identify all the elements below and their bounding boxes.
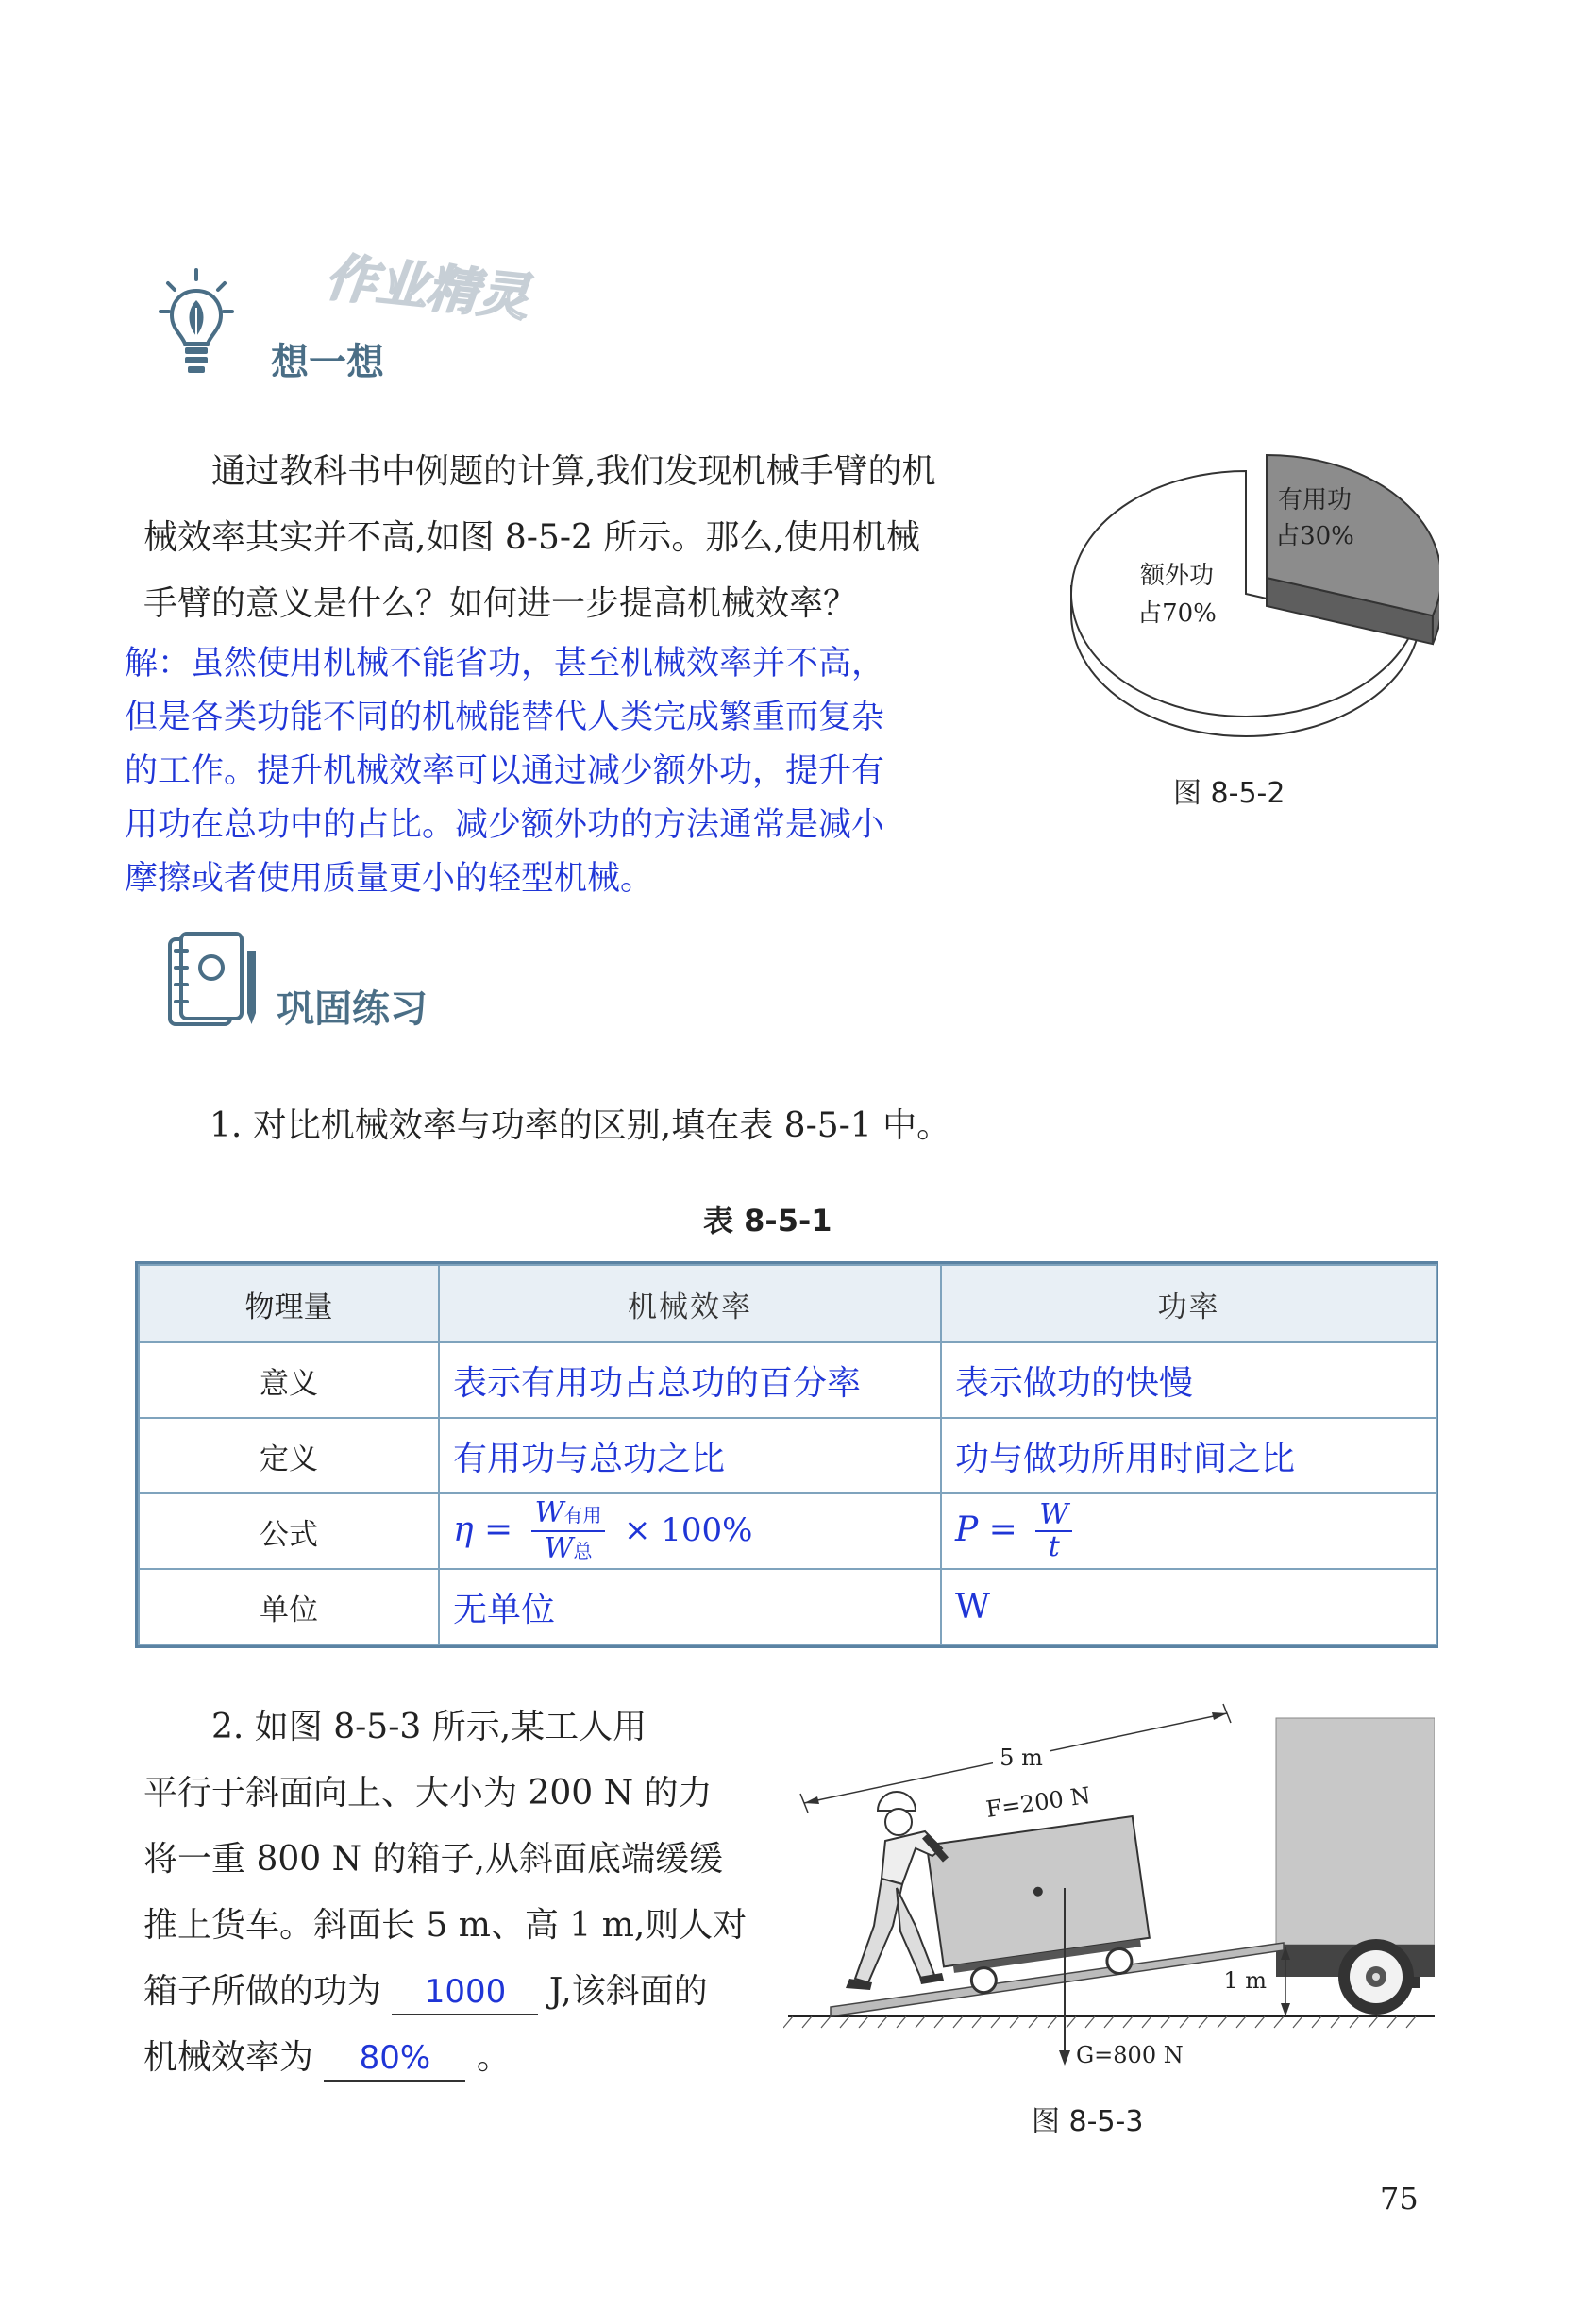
q2-line: 2. 如图 8-5-3 所示,某工人用: [211, 1708, 647, 1746]
q2-line: 将一重 800 N 的箱子,从斜面底端缓缓: [143, 1840, 723, 1879]
page-number: 75: [1380, 2181, 1419, 2217]
question-1: 1. 对比机械效率与功率的区别,填在表 8-5-1 中。: [210, 1106, 951, 1145]
length-label: 5 m: [1000, 1745, 1043, 1771]
header-efficiency: 机械效率: [439, 1265, 941, 1342]
practice-title: 巩固练习: [277, 987, 428, 1031]
think-title: 想一想: [271, 341, 384, 384]
cell-efficiency: 表示有用功占总功的百分率: [439, 1342, 941, 1418]
cell-efficiency: 有用功与总功之比: [439, 1418, 941, 1493]
pie-caption: 图 8-5-2: [1173, 777, 1285, 810]
header-power: 功率: [941, 1265, 1436, 1342]
denominator: t: [1048, 1530, 1060, 1563]
eta-symbol: η =: [453, 1510, 513, 1549]
row-label: 单位: [139, 1569, 439, 1644]
worker-figure: [846, 1792, 946, 1990]
table-caption: 表 8-5-1: [703, 1203, 832, 1239]
p-symbol: P =: [955, 1510, 1017, 1549]
cell-power: 功与做功所用时间之比: [941, 1418, 1436, 1493]
q2-line: 推上货车。斜面长 5 m、高 1 m,则人对: [143, 1906, 748, 1945]
q2-text: J,该斜面的: [548, 1972, 708, 2011]
think-answer: [125, 637, 884, 906]
fraction: [1035, 1500, 1072, 1562]
answer-line: 解：虽然使用机械不能省功，甚至机械效率并不高，: [125, 645, 885, 683]
slice-label-extra-1: 额外功: [1139, 562, 1215, 590]
question-line: 手臂的意义是什么？如何进一步提高机械效率？: [143, 584, 858, 623]
row-label: 公式: [139, 1493, 439, 1569]
height-label: 1 m: [1223, 1967, 1267, 1994]
row-label: 定义: [139, 1418, 439, 1493]
force-label: F=200 N: [983, 1781, 1092, 1823]
comparison-table: [135, 1261, 1438, 1648]
cell-efficiency-formula: [439, 1493, 941, 1569]
numerator: W: [1035, 1500, 1072, 1532]
watermark: 作业精灵: [322, 246, 532, 329]
answer-work: 1000: [392, 1970, 538, 2015]
header-quantity: 物理量: [139, 1265, 439, 1342]
pie-chart: [1062, 444, 1439, 755]
fraction: [531, 1496, 606, 1566]
q2-text: 机械效率为: [143, 2038, 314, 2077]
answer-line: 但是各类功能不同的机械能替代人类完成繁重而复杂: [125, 699, 885, 736]
bulb-icon: [159, 266, 234, 389]
cell-power: 表示做功的快慢: [941, 1342, 1436, 1418]
incline-figure: [783, 1699, 1435, 2067]
answer-line: 摩擦或者使用质量更小的轻型机械。: [125, 860, 654, 898]
q2-text: 。: [476, 2038, 511, 2077]
q2-text: 箱子所做的功为: [143, 1972, 382, 2011]
percent-tail: × 100%: [623, 1511, 753, 1549]
answer-line: 的工作。提升机械效率可以通过减少额外功，提升有: [125, 752, 885, 790]
row-label: 意义: [139, 1342, 439, 1418]
figure-caption: 图 8-5-3: [1032, 2105, 1144, 2138]
question-2: [143, 1695, 747, 2091]
cell-power-formula: [941, 1493, 1436, 1569]
slice-label-useful-1: 有用功: [1277, 486, 1352, 514]
numerator-sub: 有用: [563, 1504, 602, 1526]
question-line: 通过教科书中例题的计算,我们发现机械手臂的机: [211, 452, 936, 491]
cell-power: W: [941, 1569, 1436, 1644]
answer-efficiency: 80%: [324, 2036, 465, 2082]
numerator: W: [534, 1496, 564, 1529]
slice-label-useful-2: 占30%: [1275, 522, 1354, 550]
denominator: W: [544, 1532, 574, 1565]
weight-label: G=800 N: [1076, 2042, 1184, 2067]
cell-efficiency: 无单位: [439, 1569, 941, 1644]
q2-line-5: [143, 1959, 747, 2025]
slice-label-extra-2: 占70%: [1137, 599, 1217, 628]
q2-line-6: [143, 2025, 747, 2091]
q2-line: 平行于斜面向上、大小为 200 N 的力: [143, 1774, 713, 1813]
denominator-sub: 总: [573, 1540, 593, 1562]
answer-line: 用功在总功中的占比。减少额外功的方法通常是减小: [125, 806, 885, 844]
notebook-icon: [160, 930, 260, 1034]
question-line: 械效率其实并不高,如图 8-5-2 所示。那么,使用机械: [143, 518, 920, 557]
think-question: [143, 439, 935, 637]
